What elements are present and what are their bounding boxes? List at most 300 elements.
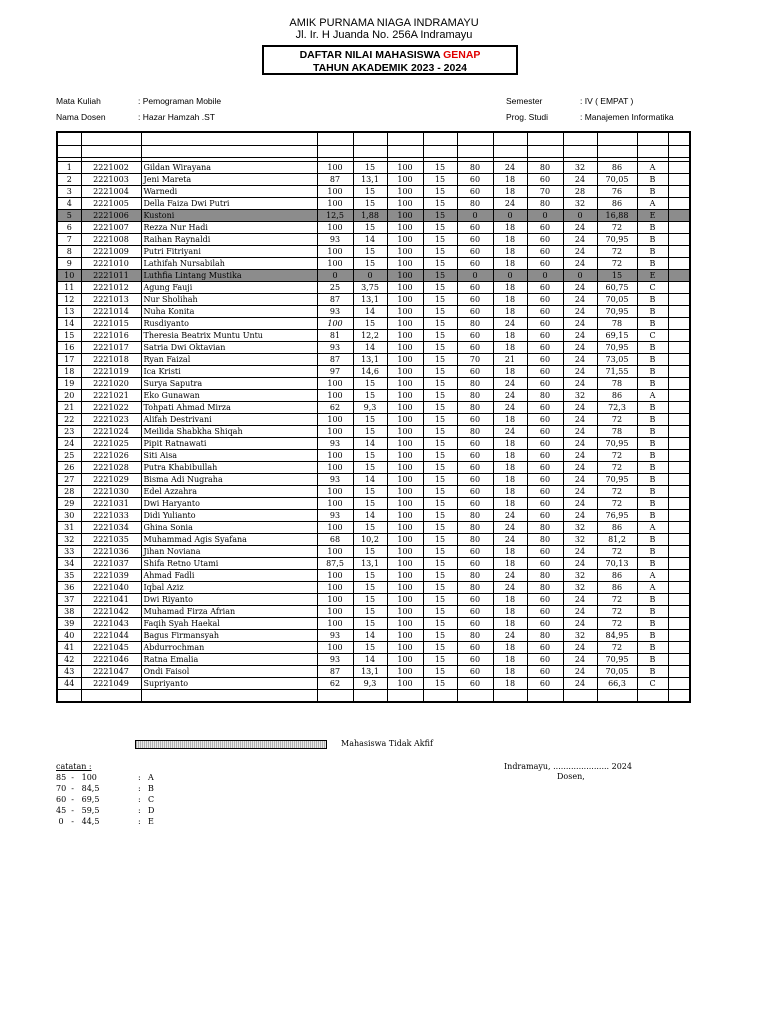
cell-c7: 60 [527, 257, 563, 269]
header-cell [493, 145, 527, 157]
cell-c6: 21 [493, 353, 527, 365]
cell-total: 69,15 [597, 329, 637, 341]
cell-nim: 2221016 [81, 329, 141, 341]
cell-grade: B [637, 317, 668, 329]
cell-c7: 60 [527, 377, 563, 389]
cell-nim: 2221012 [81, 281, 141, 293]
cell-c2: 9,3 [353, 401, 387, 413]
cell-c4: 15 [423, 665, 457, 677]
cell-c8: 0 [563, 209, 597, 221]
blank-cell [493, 689, 527, 702]
cell-c6: 24 [493, 377, 527, 389]
table-row [57, 197, 690, 209]
cell-c7: 80 [527, 521, 563, 533]
cell-c6: 18 [493, 593, 527, 605]
cell-name: Eko Gunawan [141, 389, 317, 401]
cell-no: 34 [57, 557, 81, 569]
cell-c5: 80 [457, 581, 493, 593]
institution-name: AMIK PURNAMA NIAGA INDRAMAYU [289, 17, 479, 29]
cell-c3: 100 [387, 533, 423, 545]
cell-c6: 24 [493, 581, 527, 593]
cell-blank [668, 437, 690, 449]
cell-blank [668, 293, 690, 305]
cell-c4: 15 [423, 605, 457, 617]
cell-c3: 100 [387, 677, 423, 689]
cell-c7: 60 [527, 653, 563, 665]
grade-scale-item [56, 817, 154, 828]
cell-blank [668, 425, 690, 437]
cell-name: Raihan Raynaldi [141, 233, 317, 245]
cell-name: Kustoni [141, 209, 317, 221]
cell-c7: 60 [527, 365, 563, 377]
cell-name: Rusdiyanto [141, 317, 317, 329]
cell-c8: 24 [563, 365, 597, 377]
cell-nim: 2221019 [81, 365, 141, 377]
cell-c7: 60 [527, 617, 563, 629]
table-header-row-1 [57, 132, 690, 145]
cell-no: 20 [57, 389, 81, 401]
cell-c6: 18 [493, 437, 527, 449]
cell-c3: 100 [387, 185, 423, 197]
cell-nim: 2221008 [81, 233, 141, 245]
cell-c3: 100 [387, 329, 423, 341]
cell-blank [668, 377, 690, 389]
cell-c3: 100 [387, 497, 423, 509]
cell-nim: 2221029 [81, 473, 141, 485]
cell-c7: 80 [527, 389, 563, 401]
cell-c1: 100 [317, 569, 353, 581]
table-row [57, 617, 690, 629]
cell-no: 7 [57, 233, 81, 245]
cell-c4: 15 [423, 281, 457, 293]
cell-c4: 15 [423, 377, 457, 389]
header-cell [668, 145, 690, 157]
cell-no: 3 [57, 185, 81, 197]
cell-total: 72,3 [597, 401, 637, 413]
header-cell [457, 132, 493, 145]
cell-c7: 60 [527, 593, 563, 605]
signature-role: Dosen, [557, 772, 585, 781]
cell-grade: B [637, 461, 668, 473]
cell-c3: 100 [387, 413, 423, 425]
cell-no: 10 [57, 269, 81, 281]
cell-grade: B [637, 425, 668, 437]
cell-grade: B [637, 593, 668, 605]
grade-scale-separator: : [138, 806, 141, 815]
cell-name: Rezza Nur Hadi [141, 221, 317, 233]
document-title-box [262, 45, 518, 75]
cell-c8: 24 [563, 221, 597, 233]
grade-scale-letter: B [148, 784, 154, 793]
table-row [57, 353, 690, 365]
cell-total: 72 [597, 497, 637, 509]
cell-c3: 100 [387, 485, 423, 497]
cell-no: 40 [57, 629, 81, 641]
header-cell [668, 132, 690, 145]
cell-c2: 13,1 [353, 293, 387, 305]
cell-nim: 2221047 [81, 665, 141, 677]
table-row [57, 533, 690, 545]
cell-total: 72 [597, 245, 637, 257]
table-row [57, 473, 690, 485]
table-row [57, 389, 690, 401]
cell-c5: 60 [457, 641, 493, 653]
cell-blank [668, 389, 690, 401]
cell-grade: B [637, 185, 668, 197]
header-cell [637, 132, 668, 145]
cell-c4: 15 [423, 221, 457, 233]
cell-total: 70,95 [597, 305, 637, 317]
cell-no: 28 [57, 485, 81, 497]
cell-no: 22 [57, 413, 81, 425]
cell-nim: 2221020 [81, 377, 141, 389]
cell-blank [668, 617, 690, 629]
cell-c2: 15 [353, 377, 387, 389]
table-row [57, 653, 690, 665]
cell-c2: 13,1 [353, 173, 387, 185]
header-cell [141, 132, 317, 145]
cell-c7: 60 [527, 173, 563, 185]
cell-grade: B [637, 665, 668, 677]
cell-total: 78 [597, 317, 637, 329]
cell-c7: 60 [527, 545, 563, 557]
grade-scale-separator: : [138, 795, 141, 804]
blank-cell [57, 689, 81, 702]
cell-c8: 32 [563, 161, 597, 173]
cell-no: 25 [57, 449, 81, 461]
grade-scale-range: 85 - 100 [56, 773, 97, 782]
cell-c4: 15 [423, 617, 457, 629]
cell-c1: 93 [317, 509, 353, 521]
cell-c4: 15 [423, 329, 457, 341]
cell-c8: 32 [563, 197, 597, 209]
cell-c4: 15 [423, 341, 457, 353]
cell-c2: 13,1 [353, 353, 387, 365]
cell-total: 72 [597, 593, 637, 605]
cell-name: Dwi Riyanto [141, 593, 317, 605]
cell-total: 86 [597, 197, 637, 209]
cell-c1: 100 [317, 161, 353, 173]
cell-c5: 60 [457, 665, 493, 677]
cell-c6: 18 [493, 341, 527, 353]
cell-c7: 80 [527, 161, 563, 173]
cell-c3: 100 [387, 425, 423, 437]
grade-scale-separator: : [138, 784, 141, 793]
header-cell [597, 132, 637, 145]
cell-c6: 24 [493, 521, 527, 533]
cell-c1: 87 [317, 353, 353, 365]
cell-c7: 60 [527, 509, 563, 521]
cell-total: 78 [597, 425, 637, 437]
inactive-legend-swatch [135, 740, 327, 749]
cell-grade: B [637, 257, 668, 269]
cell-grade: B [637, 245, 668, 257]
cell-c1: 100 [317, 197, 353, 209]
cell-c2: 15 [353, 593, 387, 605]
cell-c2: 14 [353, 305, 387, 317]
cell-c2: 15 [353, 185, 387, 197]
table-row [57, 629, 690, 641]
cell-c7: 60 [527, 449, 563, 461]
header-cell [423, 145, 457, 157]
table-row [57, 665, 690, 677]
grade-scale-letter: C [148, 795, 155, 804]
cell-c1: 68 [317, 533, 353, 545]
cell-c2: 14 [353, 341, 387, 353]
cell-c6: 18 [493, 665, 527, 677]
cell-c3: 100 [387, 173, 423, 185]
cell-total: 86 [597, 389, 637, 401]
cell-c7: 70 [527, 185, 563, 197]
table-row [57, 497, 690, 509]
cell-c1: 62 [317, 677, 353, 689]
blank-cell [563, 689, 597, 702]
document-title-line1: DAFTAR NILAI MAHASISWA GENAP [299, 49, 481, 61]
cell-nim: 2221028 [81, 461, 141, 473]
cell-c2: 15 [353, 461, 387, 473]
blank-cell [387, 689, 423, 702]
cell-c6: 18 [493, 305, 527, 317]
table-row [57, 377, 690, 389]
table-row [57, 425, 690, 437]
cell-no: 19 [57, 377, 81, 389]
cell-c2: 14,6 [353, 365, 387, 377]
cell-c4: 15 [423, 425, 457, 437]
cell-c5: 80 [457, 629, 493, 641]
cell-c8: 32 [563, 581, 597, 593]
cell-no: 29 [57, 497, 81, 509]
table-row [57, 521, 690, 533]
cell-c4: 15 [423, 185, 457, 197]
header-cell [57, 145, 81, 157]
cell-blank [668, 233, 690, 245]
cell-c6: 18 [493, 257, 527, 269]
header-cell [81, 145, 141, 157]
cell-blank [668, 209, 690, 221]
cell-nim: 2221022 [81, 401, 141, 413]
cell-c5: 60 [457, 185, 493, 197]
cell-c5: 60 [457, 221, 493, 233]
cell-total: 70,05 [597, 665, 637, 677]
cell-c1: 93 [317, 233, 353, 245]
cell-grade: B [637, 485, 668, 497]
cell-c8: 32 [563, 521, 597, 533]
cell-c4: 15 [423, 569, 457, 581]
cell-total: 70,13 [597, 557, 637, 569]
cell-c6: 24 [493, 533, 527, 545]
cell-grade: B [637, 305, 668, 317]
cell-c4: 15 [423, 365, 457, 377]
cell-total: 76 [597, 185, 637, 197]
grade-scale-item [56, 784, 154, 795]
cell-blank [668, 413, 690, 425]
cell-name: Ghina Sonia [141, 521, 317, 533]
cell-blank [668, 353, 690, 365]
cell-no: 43 [57, 665, 81, 677]
cell-c3: 100 [387, 269, 423, 281]
table-row [57, 221, 690, 233]
cell-c3: 100 [387, 641, 423, 653]
cell-c5: 60 [457, 281, 493, 293]
cell-c8: 24 [563, 557, 597, 569]
cell-c4: 15 [423, 449, 457, 461]
cell-c4: 15 [423, 629, 457, 641]
cell-total: 72 [597, 449, 637, 461]
cell-name: Lathifah Nursabilah [141, 257, 317, 269]
cell-c3: 100 [387, 569, 423, 581]
cell-c4: 15 [423, 389, 457, 401]
cell-blank [668, 653, 690, 665]
table-row [57, 677, 690, 689]
table-header-row-2 [57, 145, 690, 157]
cell-nim: 2221005 [81, 197, 141, 209]
cell-c2: 15 [353, 521, 387, 533]
cell-c5: 60 [457, 365, 493, 377]
cell-nim: 2221011 [81, 269, 141, 281]
cell-c8: 32 [563, 629, 597, 641]
cell-no: 36 [57, 581, 81, 593]
cell-blank [668, 665, 690, 677]
cell-grade: B [637, 233, 668, 245]
cell-c5: 60 [457, 173, 493, 185]
cell-name: Jeni Mareta [141, 173, 317, 185]
cell-c8: 24 [563, 665, 597, 677]
cell-grade: B [637, 533, 668, 545]
cell-no: 37 [57, 593, 81, 605]
header-cell [387, 132, 423, 145]
cell-nim: 2221006 [81, 209, 141, 221]
cell-nim: 2221007 [81, 221, 141, 233]
cell-total: 70,05 [597, 293, 637, 305]
cell-total: 70,05 [597, 173, 637, 185]
cell-c1: 100 [317, 617, 353, 629]
cell-total: 70,95 [597, 341, 637, 353]
blank-cell [317, 689, 353, 702]
cell-blank [668, 521, 690, 533]
cell-c7: 60 [527, 497, 563, 509]
cell-total: 70,95 [597, 653, 637, 665]
header-cell [57, 132, 81, 145]
cell-name: Meilida Shabkha Shiqah [141, 425, 317, 437]
cell-c3: 100 [387, 281, 423, 293]
table-row [57, 641, 690, 653]
cell-total: 72 [597, 641, 637, 653]
cell-nim: 2221013 [81, 293, 141, 305]
cell-no: 5 [57, 209, 81, 221]
cell-c7: 60 [527, 605, 563, 617]
cell-c1: 100 [317, 593, 353, 605]
cell-total: 73,05 [597, 353, 637, 365]
cell-c4: 15 [423, 581, 457, 593]
cell-c3: 100 [387, 245, 423, 257]
cell-c2: 9,3 [353, 677, 387, 689]
cell-c5: 60 [457, 557, 493, 569]
cell-name: Jihan Noviana [141, 545, 317, 557]
cell-c3: 100 [387, 461, 423, 473]
cell-c4: 15 [423, 461, 457, 473]
cell-c6: 18 [493, 365, 527, 377]
cell-blank [668, 497, 690, 509]
table-row [57, 413, 690, 425]
cell-c8: 24 [563, 341, 597, 353]
cell-c4: 15 [423, 533, 457, 545]
cell-nim: 2221035 [81, 533, 141, 545]
cell-c7: 60 [527, 641, 563, 653]
cell-c8: 24 [563, 245, 597, 257]
cell-name: Luthfia Lintang Mustika [141, 269, 317, 281]
cell-c7: 60 [527, 221, 563, 233]
cell-c6: 18 [493, 557, 527, 569]
cell-c4: 15 [423, 305, 457, 317]
cell-blank [668, 509, 690, 521]
cell-c5: 80 [457, 161, 493, 173]
cell-grade: A [637, 197, 668, 209]
cell-c8: 24 [563, 485, 597, 497]
cell-total: 86 [597, 521, 637, 533]
cell-c6: 24 [493, 389, 527, 401]
cell-nim: 2221021 [81, 389, 141, 401]
cell-c3: 100 [387, 653, 423, 665]
cell-name: Faqih Syah Haekal [141, 617, 317, 629]
cell-c7: 60 [527, 245, 563, 257]
cell-c6: 18 [493, 329, 527, 341]
cell-grade: B [637, 341, 668, 353]
cell-c5: 80 [457, 197, 493, 209]
cell-blank [668, 557, 690, 569]
cell-total: 72 [597, 485, 637, 497]
cell-nim: 2221010 [81, 257, 141, 269]
cell-c4: 15 [423, 161, 457, 173]
cell-blank [668, 257, 690, 269]
cell-c8: 24 [563, 425, 597, 437]
grade-scale-item [56, 795, 155, 806]
cell-c1: 100 [317, 221, 353, 233]
cell-c7: 60 [527, 677, 563, 689]
table-row [57, 173, 690, 185]
cell-total: 86 [597, 569, 637, 581]
cell-name: Nuha Konita [141, 305, 317, 317]
header-cell [597, 145, 637, 157]
table-row [57, 593, 690, 605]
cell-grade: C [637, 677, 668, 689]
cell-c2: 14 [353, 473, 387, 485]
cell-c6: 18 [493, 497, 527, 509]
blank-cell [668, 689, 690, 702]
cell-c8: 24 [563, 353, 597, 365]
cell-name: Agung Fauji [141, 281, 317, 293]
lecturer-value: : Hazar Hamzah .ST [138, 112, 215, 122]
cell-c7: 60 [527, 461, 563, 473]
semester-value: : IV ( EMPAT ) [580, 96, 634, 106]
cell-c5: 60 [457, 473, 493, 485]
cell-grade: A [637, 569, 668, 581]
cell-grade: B [637, 557, 668, 569]
cell-c5: 60 [457, 305, 493, 317]
cell-c2: 0 [353, 269, 387, 281]
header-cell [353, 132, 387, 145]
cell-blank [668, 629, 690, 641]
header-cell [637, 145, 668, 157]
cell-c2: 13,1 [353, 665, 387, 677]
cell-c3: 100 [387, 473, 423, 485]
cell-c2: 15 [353, 605, 387, 617]
cell-grade: C [637, 329, 668, 341]
cell-c6: 18 [493, 185, 527, 197]
cell-c2: 1,88 [353, 209, 387, 221]
table-row [57, 293, 690, 305]
cell-blank [668, 401, 690, 413]
cell-c3: 100 [387, 545, 423, 557]
